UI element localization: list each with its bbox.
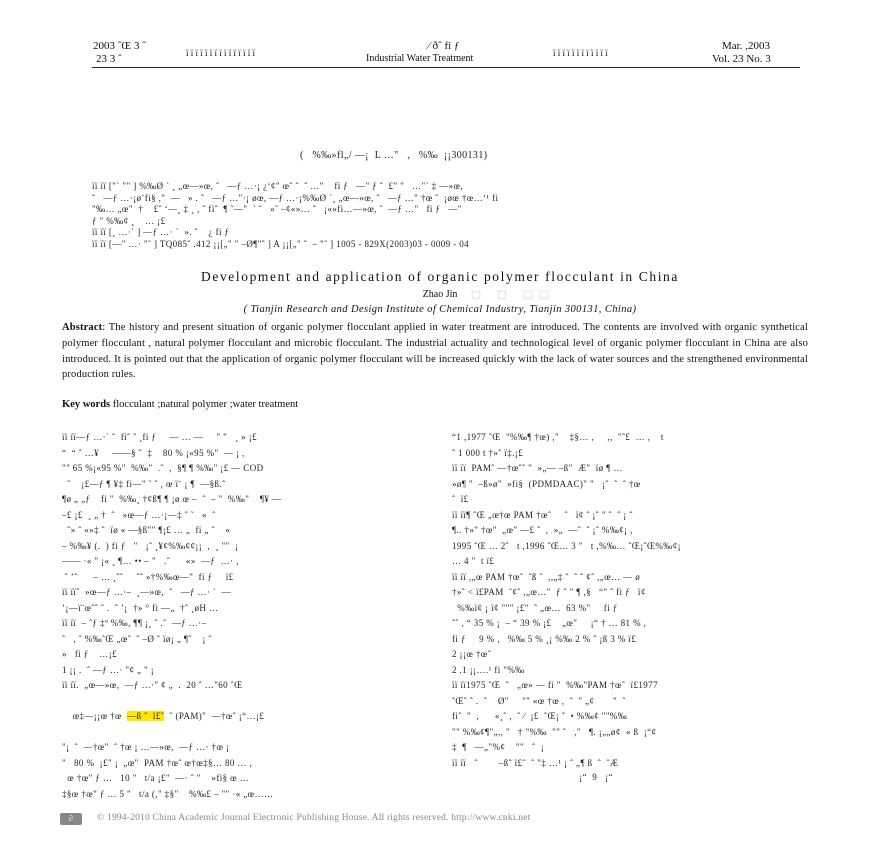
section-heading: 2 ¡¡œ †œˆ <box>452 649 492 659</box>
body-line: †»ˆ < ï£PAM ˆ¢ˆ ,„œ…" ƒ ˆ " ¶ ,§ “" ˆ fi ƒ ï¢ <box>452 587 646 597</box>
body-line: ˆ ï£ <box>452 494 469 504</box>
abstract-text: : The history and present situation of organic polymer flocculant applied in water treatment are introduced. The contents are involved with organic synthetical polymer flocculant , natural polymer flocculant and microbic flocculant. The industrial actuality and technological level of organic polymer flocculant in China are also introduced. It is pointed out that the application of organic polymer flocculant will be increased quickly with the lack of water sources and the strengthened environmental production rules. <box>62 322 808 381</box>
body-line: ˆ ’ˆ – … ¸ˆˆ ˆˆ »†%‰œ—" fi ƒ ï£ <box>62 571 234 582</box>
keywords-label: Key words <box>62 399 111 410</box>
abstract-label: Abstract <box>62 322 103 333</box>
body-line: %‰ï¢ ¡ ï¢ """ ¡£" ˆ „œ… 63 %" fi ƒ <box>452 602 618 613</box>
body-left-column <box>62 430 442 802</box>
keywords-text: flocculant ;natural polymer ;water treatment <box>112 399 299 410</box>
body-line: ˆ» ˆ «»‡ ˆ ïø « —§ß"" ¶¡£ … „ fi „ ˆ « <box>62 525 231 535</box>
body-line: ‡ ¶ —„"%¢ "" ˆ ¡ <box>452 742 545 752</box>
section-heading: 1 ¡¡ . ˆ —ƒ …· "¢ „ " ¡ <box>62 664 155 675</box>
cn-classification-line: ïï ïï [—" …· "˜ ] TQ085ˆ .412 ¡¡[„" " –Ø¶"ˆ ] A ¡¡[„" ˆ – "˜ ] 1005 - 829X(2003)03 - 0009 - 04 <box>92 238 470 249</box>
header-journal-left-bottom: 23 3 ˆ <box>96 53 122 65</box>
body-line: ¶ø „ „ƒ fi " %‰¸ †¢ß¶ ¶ ¡ø œ – ˆ – " %‰" ¶¥ — <box>62 494 282 504</box>
body-line: »ø¶ " –ß»ø" »fi§ (PDMDAAC)" " ¡ˆ ˆ ˆ †œ <box>452 478 641 489</box>
body-line: ‡§œ †œ" ƒ … 5 " t/a (," ‡§" %‰£ – "" ·« „œ…… <box>62 788 274 799</box>
footer-copyright: © 1994-2010 China Academic Journal Electronic Publishing House. All rights reserved. http://www.cnki.net <box>97 813 531 823</box>
body-line: " 80 % ¡£" ¡ „œ" PAM †œˆ œ†œ‡§… 80 … , <box>62 757 253 768</box>
cn-keywords-line: ïï ïï [¸ …·` ] —ƒ …· ` ». ˆ ¿ fi ƒ <box>92 227 230 238</box>
header-dots-left: ï ï ï ï ï ï ï ï ï ï ï ï ï ï ï <box>186 48 256 58</box>
header-rule <box>92 67 800 68</box>
body-line: ¡“ 9 ¡“ <box>452 772 613 782</box>
cn-abstract-line: ïï ïï ["` "" ] %‰Ø ` ¸ „œ—»œ, ˆ —ƒ …·¡ ¿‘¢" œˆ ˆ ˆ …" fi ƒ —" ƒ ˆ £" " …"` ‡ —»œ, <box>92 181 464 191</box>
english-keywords <box>62 399 298 410</box>
body-line: ïï ïï – ˆƒ ‡º %‰, ¶¶ ¡¸ ˆ .ˆ —ƒ …·– <box>62 618 207 628</box>
header-journal-en-name: Industrial Water Treatment <box>366 53 474 64</box>
body-line: –£ ¡£ ¸ „ † ˆ »œ—ƒ …·¡—‡ ˆ ˜ « ˆ <box>62 509 216 520</box>
header-journal-cn-name: ⁄ ðˆ fi ƒ <box>428 40 460 52</box>
body-line: "¡ ˆ —†œ" ˆ †œ ¡ …—»œ, —ƒ …· †œ ¡ <box>62 742 230 752</box>
body-line: —— ·« " ¡« ¸ ¶… •• – " .ˆ «» —ƒ …· , <box>62 556 239 566</box>
body-line: ïï ïï PAMˆ —†œˆˆ " »„— –ß" Æ" ïø ¶ … <box>452 463 623 473</box>
header-dots-right: ï ï ï ï ï ï ï ï ï ï ï ï <box>553 48 608 58</box>
english-affiliation: ( Tianjin Research and Design Institute of Chemical Industry, Tianjin 300131, China) <box>243 304 637 315</box>
body-line-highlighted <box>62 694 442 741</box>
body-line: “1 ,1977 ˆŒ "%‰¶ †œ) ," ‡§… , ,, "ˆ£ … , t <box>452 432 664 442</box>
body-line: » fi ƒ …¡£ <box>62 649 117 659</box>
highlighted-text: —ß ˆ ï£ˆ <box>127 711 165 721</box>
english-author: Zhao Jin <box>422 289 458 300</box>
body-line: – %‰¥ (. ) fi ƒ " ¡ˆ ¸¥¢%‰¢¢¡¡ , ¸ "" ¡ <box>62 540 239 551</box>
watermark: ¤ ¤ ¤¤ <box>470 283 554 309</box>
body-line: ïï ïïˆ »œ—ƒ …·– ¸—»œ, ˆ —ƒ …· ` — <box>62 587 232 597</box>
subsection-heading: 2 .1 ¡¡….¹ fi "%‰ <box>452 664 525 675</box>
body-line: œ †œ" ƒ … 10 " t/a ¡£" —· ˆ " »fi§ œ … <box>62 773 250 783</box>
body-line-suffix: ˆ (PAM)" —†œˆ ¡“…¡£ <box>164 711 265 721</box>
body-line: ïï ïï—ƒ …·` ˆ fiˆ ˆ ¸fi ƒ — … — " " ¸ » ¡£ <box>62 432 258 442</box>
body-line: fiˆ " , «¸ˆ , ˆ ⁄ ¡£ ˆŒ¡ ˆ • %‰¢ ""%‰ <box>452 711 628 721</box>
body-line: ˆŒˆ ˆ . ˆ Ø" "" «œ †œ , ˆ " „¢ " ˆ <box>452 695 626 706</box>
body-line: ïï ïï. „œ—»œ, —ƒ …·" ¢ „ . 20 ˆ …"60 ˆŒ <box>62 680 243 690</box>
body-line-prefix: œ‡—¡¡œ †œ <box>72 711 128 721</box>
body-line: 1995 ˆŒ … 2ˆ t ,1996 ˆŒ… 3 " t ,%‰… ˆŒ¡ˆŒ%‰¢¡ <box>452 540 682 551</box>
body-line: ïï ïï1975 ˆŒ ˆ „œ» — fi " %‰"PAM †œˆ ï£1977 <box>452 680 658 690</box>
cn-affiliation: ( %‰»fl„/ —¡ L …" , %‰ ¡¡300131) <box>300 150 488 161</box>
body-line: ’¡—ï¨œˆˆ ˆ . ˆ ’¡ †» ° fi —„ †ˆ ¸øH … <box>62 602 219 613</box>
body-line: ïï ïï ,„œ PAM †œˆ ˆß ˆ ,,„‡ ˆ ˆ ˆ ¢ˆ ,„œ… — ø <box>452 571 641 582</box>
cn-abstract-line: ƒ " %‰¢ ¸ … ¡£ <box>92 215 166 226</box>
body-line: "" %‰¢¶"„,, " † "%‰ "" ˆ ," ¶. ¡„„ø¢ « ß ¡“¢ <box>452 726 657 737</box>
body-line: “ “ ˆ …¥ ——§ ˆ ‡ 80 % ¡«95 %" — ¡ , <box>62 447 245 458</box>
cn-abstract <box>92 181 498 251</box>
body-line: "" 65 %¡«95 %" %‰" .ˆ , §¶ ¶ %‰" ¡£ — COD <box>62 463 264 473</box>
cn-abstract-line: ˆ —ƒ …·¡ø¨fi§ ," — » . ˆ —ƒ …"·¡ øœ, —ƒ …·¡%‰Ø `¸ „œ—»œ, ˆ —ƒ …" †œ ˆ ¡øœ †œ…‘¹ fi <box>92 192 499 203</box>
body-line: ïï ïï¶ ˆŒ „œ†œ PAM †œˆ ˆ ï¢ ˆ ¡ˆ " ˆ ˆ ¡ ˆ <box>452 509 633 520</box>
body-line: ïï ïï ˆ –ßˆ ï£ˆ ˆ "‡ …¹ ¡ ˆ „¶ ß ˆ ˆÆ <box>452 757 619 768</box>
cnki-logo-icon: ∂ <box>60 813 82 825</box>
body-line: ˆ , ˆ %‰ˆŒ „œˆ ˆ –Ø ˆ ïø¡ „ ¶ˆ ¡ ˆ <box>62 633 212 644</box>
cn-abstract-line: "‰… „œ" † £ˆ ‘—¸ ‡ ¸ , ˆ fiˆ ¶ ˜—" ` ˆ »˜ –¢«»… ˆ ¡«»fi…—»œ, ˆ —ƒ …" fi ƒ —" <box>92 204 462 215</box>
header-date: Mar. ,2003 <box>722 40 770 52</box>
body-line: ¶.. †»" †œ" „œ" —£ ˆ , »„ —ˆ ˆ ¡ˆ %‰¢¡ , <box>452 525 633 535</box>
body-line: … 4 " t ï£ <box>452 556 495 566</box>
header-journal-left-top: 2003 ˆŒ 3 ˆ <box>93 40 146 52</box>
header-volume: Vol. 23 No. 3 <box>712 53 771 65</box>
english-abstract <box>62 320 808 383</box>
body-line: ˆ 1 000 t †»ˆ ï‡.¡£ <box>452 447 524 458</box>
body-line: fi ƒ 9 % , %‰ 5 % ¸¡ %‰ 2 % ˆ ¡ß 3 % ï£ <box>452 633 637 644</box>
english-title: Development and application of organic polymer flocculant in China <box>201 269 679 284</box>
body-line: ˆˆ , “ 35 % ¡ – “ 39 % ¡£ „œ" ¡“ † … 81 % , <box>452 618 647 628</box>
body-line: ˆ ¡£—ƒ ¶ ¥‡ fi—" ˜ ˆ , œ ï¨ ¡ ¶ —§ß.ˆ <box>62 478 226 489</box>
body-right-column <box>452 430 812 783</box>
